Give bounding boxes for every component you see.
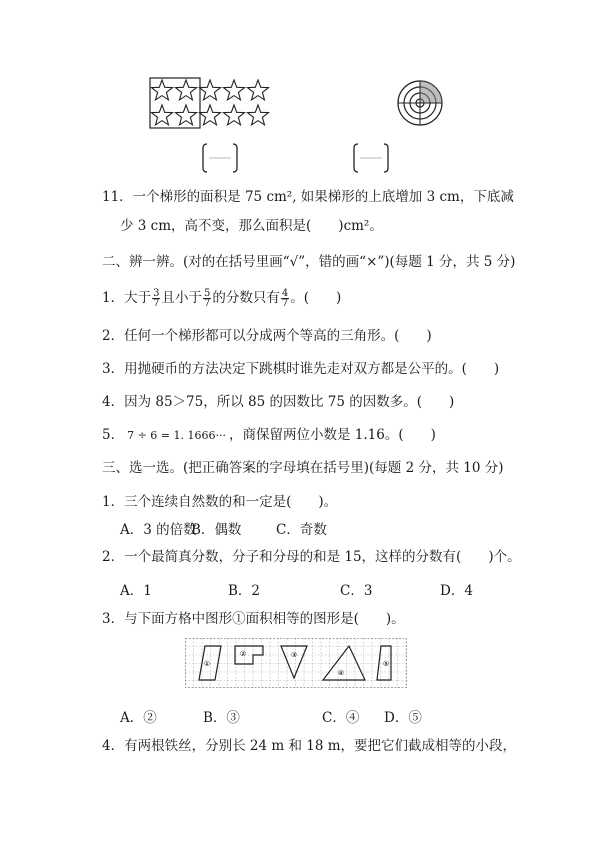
shapes-grid: [185, 638, 407, 688]
s3-q1-option-a[interactable]: A．3 的倍数: [120, 522, 197, 538]
star-icon: [224, 105, 245, 125]
s3-q1-option-b[interactable]: B．偶数: [191, 522, 242, 538]
s3-q3: 3．与下面方格中图形①面积相等的图形是( )。: [102, 611, 405, 627]
s2-q5: [102, 426, 436, 445]
s3-q2: 2．一个最简真分数，分子和分母的和是 15，这样的分数有( )个。: [102, 549, 521, 565]
section3-title: 三、选一选。(把正确答案的字母填在括号里)(每题 2 分，共 10 分): [102, 460, 504, 476]
s3-q1-option-c[interactable]: C．奇数: [276, 522, 327, 538]
q11-line2: 少 3 cm，高不变，那么面积是( )cm²。: [120, 218, 383, 234]
s3-q3-option-b[interactable]: B．③: [203, 710, 240, 726]
fraction-4-7: $\frac{4}{7}$: [281, 288, 289, 309]
star-icon: [200, 105, 221, 125]
s2-q1-end: 。( ): [290, 290, 342, 306]
s3-q2-option-a[interactable]: A．1: [120, 583, 152, 599]
fraction-5-7: $\frac{5}{7}$: [203, 288, 211, 309]
s3-q3-option-a[interactable]: A．②: [120, 710, 157, 726]
q11-line1: 11．一个梯形的面积是 75 cm², 如果梯形的上底增加 3 cm，下底减: [102, 189, 514, 205]
target-figure: [395, 78, 445, 128]
s3-q1: 1．三个连续自然数的和一定是( )。: [102, 494, 338, 510]
s2-q1-num: 1．: [102, 290, 125, 306]
star-icon: [248, 105, 269, 125]
shape-1-label: ①: [203, 660, 211, 668]
s3-q4: 4．有两根铁丝，分别长 24 m 和 18 m，要把它们截成相等的小段，: [102, 738, 517, 754]
s2-q1-pre: 大于: [124, 290, 152, 306]
s2-q2: 2．任何一个梯形都可以分成两个等高的三角形。( ): [102, 328, 432, 344]
shape-5-label: ⑤: [382, 660, 390, 668]
s3-q2-option-c[interactable]: C．3: [340, 583, 373, 599]
s2-q4: 4．因为 85＞75，所以 85 的因数比 75 的因数多。( ): [102, 394, 455, 410]
star-icon: [224, 80, 245, 100]
s3-q2-option-b[interactable]: B．2: [228, 583, 261, 599]
s2-q5-rest: ，商保留两位小数是 1.16。( ): [229, 427, 436, 443]
star-icon: [152, 105, 173, 125]
fraction-3-7: $\frac{3}{7}$: [153, 288, 160, 309]
star-icon: [200, 80, 221, 100]
s3-q3-option-c[interactable]: C．④: [322, 710, 360, 726]
star-icon: [176, 105, 197, 125]
shape-3-label: ③: [290, 651, 298, 659]
star-icon: [248, 80, 269, 100]
answer-bracket-1[interactable]: [201, 142, 239, 174]
shape-2-label: ②: [239, 650, 247, 658]
answer-bracket-2[interactable]: [352, 142, 390, 174]
s2-q1-mid: 且小于: [161, 290, 202, 306]
stars-figure: [148, 76, 274, 132]
s3-q2-option-d[interactable]: D．4: [440, 583, 473, 599]
s2-q5-expr: 7 ÷ 6 = 1. 1666···: [127, 429, 226, 442]
s3-q3-option-d[interactable]: D．⑤: [384, 710, 422, 726]
s2-q5-num: 5．: [102, 427, 125, 443]
star-icon: [152, 80, 173, 100]
s2-q1: [102, 289, 341, 308]
shape-4-label: ④: [337, 669, 345, 677]
s2-q1-post: 的分数只有: [212, 290, 280, 306]
section2-title: 二、辨一辨。(对的在括号里画“√”，错的画“×”)(每题 1 分，共 5 分): [102, 254, 516, 270]
s2-q3: 3．用抛硬币的方法决定下跳棋时谁先走对双方都是公平的。( ): [102, 361, 500, 377]
star-icon: [176, 80, 197, 100]
